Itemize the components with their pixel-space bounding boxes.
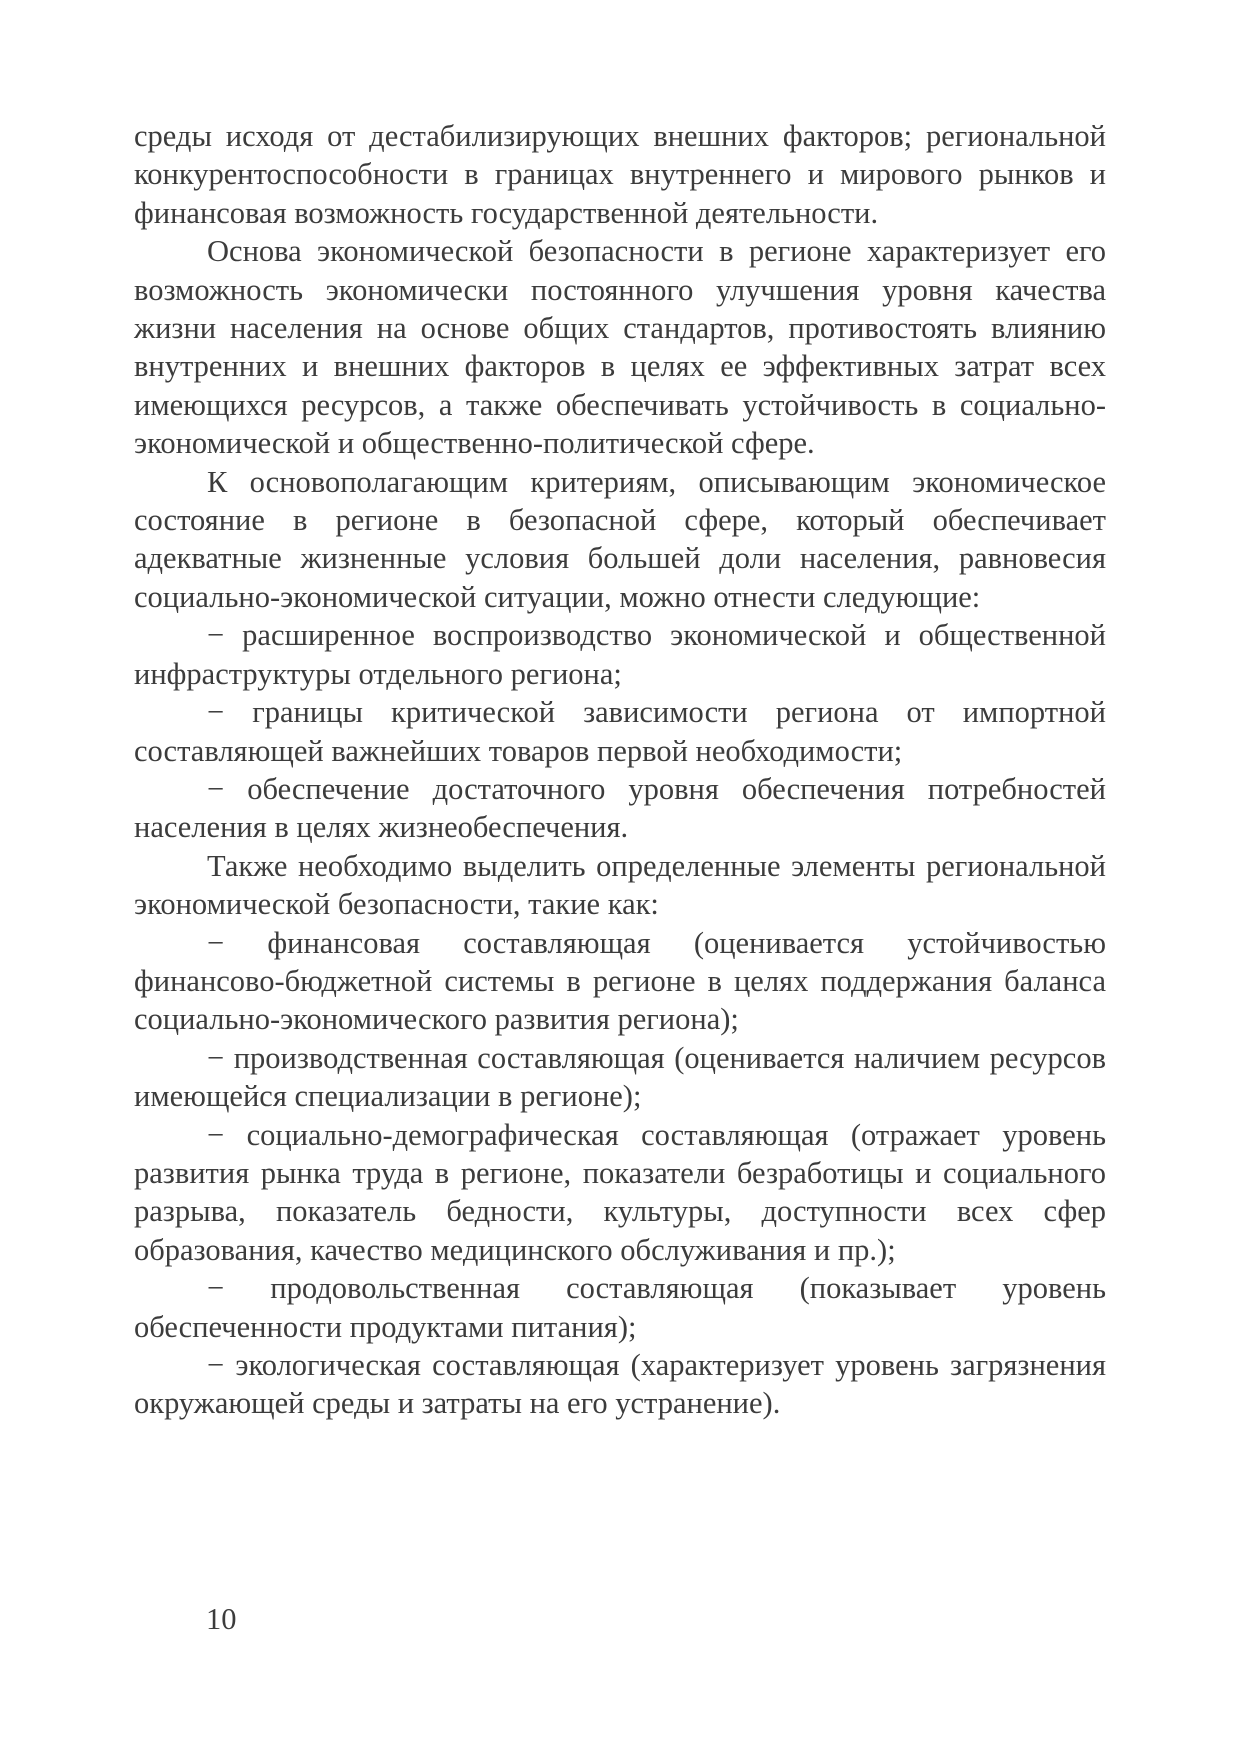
list-item: − продовольственная составляющая (показывает уровень обеспеченности продуктами питания); [134,1271,1106,1344]
paragraph-criteria-intro: К основополагающим критериям, описывающим экономическое состояние в регионе в безопасной сфере, который обеспечивает адекватные жизненные условия большей доли населения, равновесия социально-экономической ситуации, можно отнести следующие: [134,464,1106,614]
paragraph-elements-intro: Также необходимо выделить определенные элементы региональной экономической безопасности, такие как: [134,848,1106,922]
list-item: − границы критической зависимости региона от импортной составляющей важнейших товаров первой необходимости; [134,695,1106,768]
list-item: − экологическая составляющая (характеризует уровень загрязнения окружающей среды и затраты на его устранение). [134,1348,1106,1421]
elements-list [134,924,1106,1423]
paragraph-economic-security-basis: Основа экономической безопасности в регионе характеризует его возможность экономически постоянного улучшения уровня качества жизни населения на основе общих стандартов, противостоять влиянию внутренних и внешних факторов в целях ее эффективных затрат всех имеющихся ресурсов, а также обеспечивать устойчивость в социально-экономической и общественно-политической сфере. [134,234,1106,461]
list-item: − социально-демографическая составляющая (отражает уровень развития рынка труда в регионе, показатели безработицы и социального разрыва, показатель бедности, культуры, доступности всех сфер образования, качество медицинского обслуживания и пр.); [134,1117,1106,1267]
page-body [134,117,1106,1423]
list-item: − расширенное воспроизводство экономической и общественной инфраструктуры отдельного региона; [134,618,1106,691]
page-number: 10 [206,1602,237,1636]
list-item: − производственная составляющая (оценивается наличием ресурсов имеющейся специализации в регионе); [134,1040,1106,1114]
criteria-list [134,616,1106,846]
list-item: − финансовая составляющая (оценивается устойчивостью финансово-бюджетной системы в регионе в целях поддержания баланса социально-экономического развития региона); [134,925,1106,1037]
paragraph-continuation: среды исходя от дестабилизирующих внешних факторов; региональной конкурентоспособности в границах внутреннего и мирового рынков и финансовая возможность государственной деятельности. [134,119,1106,230]
list-item: − обеспечение достаточного уровня обеспечения потребностей населения в целях жизнеобеспечения. [134,771,1106,845]
